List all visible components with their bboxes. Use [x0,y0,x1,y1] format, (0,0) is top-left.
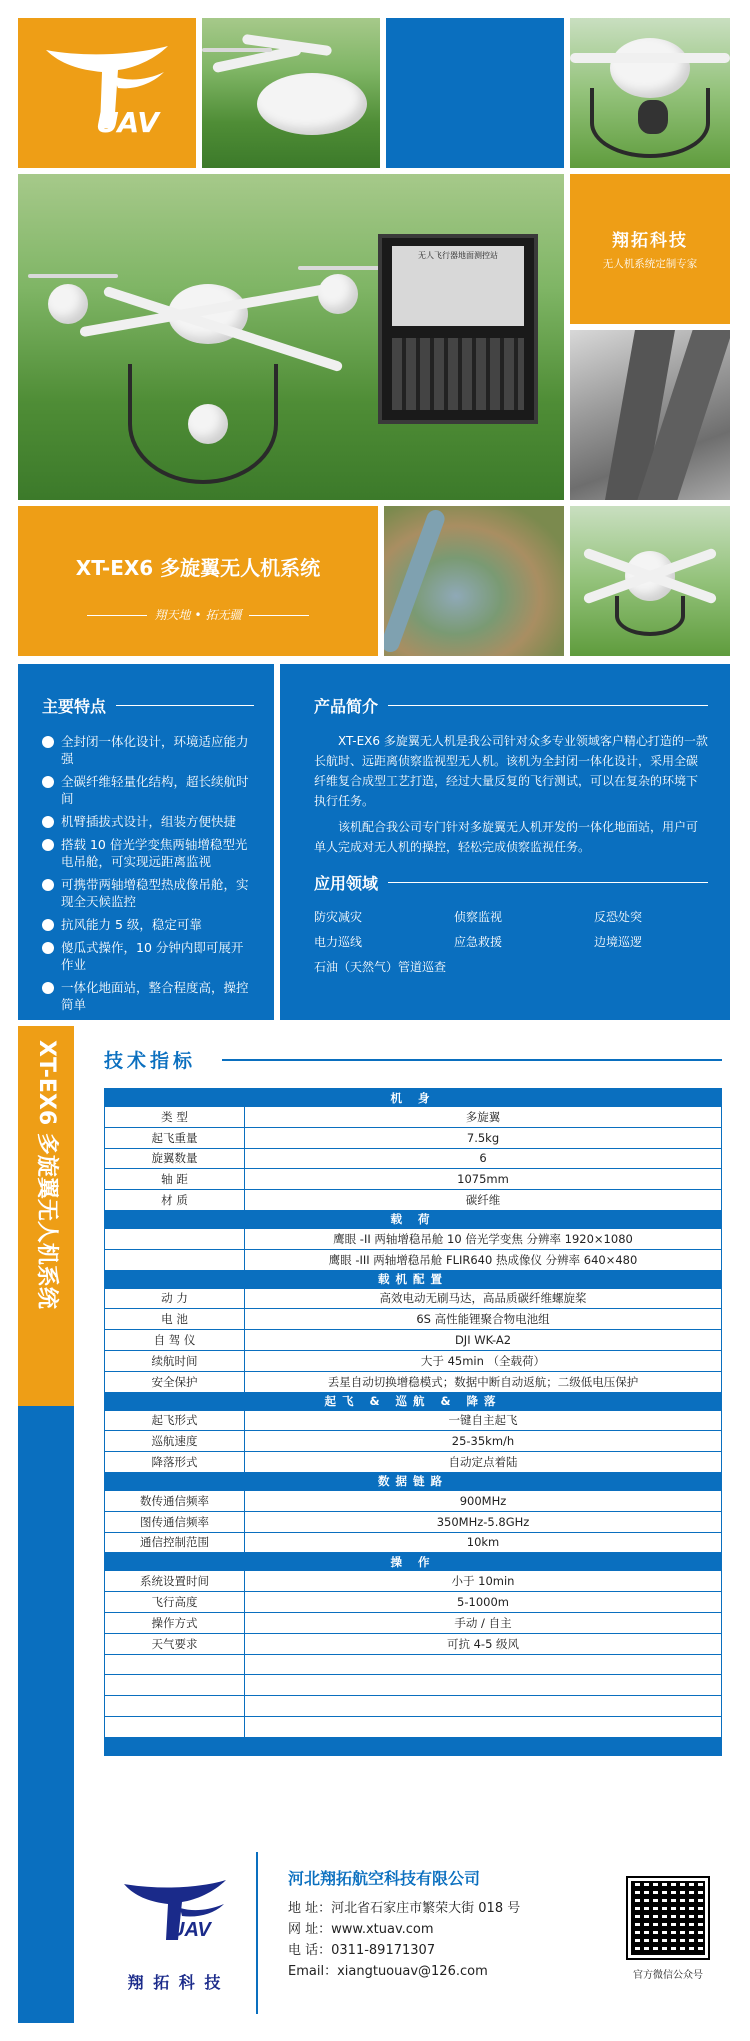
table-row [105,1571,722,1592]
spec-key: 续航时间 [105,1350,245,1371]
spec-section-header [105,1392,722,1410]
feature-item [42,979,254,1013]
table-row [105,1288,722,1309]
table-row [105,1148,722,1169]
spec-key: 飞行高度 [105,1592,245,1613]
spec-key: 轴 距 [105,1169,245,1190]
spec-section-header [105,1089,722,1107]
feature-item [42,813,254,830]
specs-table [104,1088,722,1756]
spec-section-header [105,1270,722,1288]
brand-tagline: 无人机系统定制专家 [602,258,698,270]
highway-photo [570,330,730,500]
feature-text: 搭载 10 倍光学变焦两轴增稳型光电吊舱，可实现远距离监视 [61,837,248,869]
feature-item [42,773,254,807]
spec-key: 巡航速度 [105,1431,245,1452]
bullet-dot-icon [42,942,54,954]
drone-main-photo [18,174,564,500]
uav-logo-icon [110,1870,240,1950]
web-link[interactable]: www.xtuav.com [331,1922,434,1937]
app-item: 石油（天然气）管道巡查 [314,960,447,974]
spec-value: 1075mm [245,1169,722,1190]
spec-section-title: 载机配置 [105,1270,722,1288]
empty-cell [245,1716,722,1737]
spec-value: 多旋翼 [245,1107,722,1128]
bullet-dot-icon [42,736,54,748]
phone-line [288,1940,520,1961]
spec-value: 丢星自动切换增稳模式；数据中断自动返航；二级低电压保护 [245,1371,722,1392]
app-item: 侦察监视 [454,910,503,924]
specs-heading-text: 技术指标 [104,1050,197,1072]
spec-value: 自动定点着陆 [245,1452,722,1473]
intro-heading [314,694,708,717]
empty-cell [105,1654,245,1675]
spec-key: 动 力 [105,1288,245,1309]
spec-section-title: 载 荷 [105,1210,722,1228]
spec-section-title: 数据链路 [105,1472,722,1490]
feature-item [42,733,254,767]
side-stripe-orange [18,1026,74,1406]
empty-cell [245,1654,722,1675]
app-item: 边境巡逻 [594,935,643,949]
spec-key [105,1249,245,1270]
footer-logo [110,1870,240,1990]
spec-value: 900MHz [245,1490,722,1511]
spec-value: 10km [245,1532,722,1553]
empty-cell [245,1696,722,1717]
table-row [105,1350,722,1371]
table-row [105,1511,722,1532]
table-row [105,1452,722,1473]
phone-value: 0311-89171307 [331,1943,436,1958]
spec-key: 图传通信频率 [105,1511,245,1532]
table-row [105,1228,722,1249]
address-value: 河北省石家庄市繁荣大街 018 号 [331,1901,521,1916]
table-row [105,1431,722,1452]
spec-section-header [105,1553,722,1571]
uav-logo-icon [18,18,196,168]
apps-heading [314,871,708,894]
spec-value: 7.5kg [245,1127,722,1148]
spec-value: 6 [245,1148,722,1169]
spec-key: 电 池 [105,1309,245,1330]
spec-value: 大于 45min （全载荷） [245,1350,722,1371]
logo-tile [18,18,196,168]
spec-value: 鹰眼 -III 两轴增稳吊舱 FLIR640 热成像仪 分辨率 640×480 [245,1249,722,1270]
title-band [18,506,378,656]
feature-text: 全碳纤维轻量化结构，超长续航时间 [61,774,249,806]
slogan-left: 翔天地 [154,608,191,622]
spec-value: 小于 10min [245,1571,722,1592]
empty-cell [105,1716,245,1737]
table-footer-cell [105,1737,722,1755]
table-row [105,1490,722,1511]
spec-section-title: 机 身 [105,1089,722,1107]
aerial-river-photo [384,506,564,656]
spec-key: 操作方式 [105,1612,245,1633]
intro-panel [280,664,730,1020]
feature-text: 一体化地面站，整合程度高，操控简单 [61,980,249,1012]
spec-value: 一键自主起飞 [245,1410,722,1431]
drone-gimbal-photo [570,18,730,168]
specs-heading [104,1046,722,1073]
email-label: Email： [288,1964,338,1979]
spec-key: 通信控制范围 [105,1532,245,1553]
qr-code-icon[interactable] [628,1878,708,1958]
table-row [105,1309,722,1330]
slogan: 翔天地 • 拓无疆 [18,606,378,623]
intro-heading-text: 产品简介 [314,697,379,716]
feature-text: 傻瓜式操作，10 分钟内即可展开作业 [61,940,244,972]
features-heading-text: 主要特点 [42,697,107,716]
side-stripe-blue [18,1406,74,2023]
empty-row [105,1696,722,1717]
feature-item [42,916,254,933]
spec-key: 自 驾 仪 [105,1330,245,1351]
contact-block [288,1898,520,1982]
bullet-dot-icon [42,776,54,788]
spec-key [105,1228,245,1249]
feature-text: 机臂插拔式设计，组装方便快捷 [61,814,237,829]
logo-caption: 翔 拓 科 技 [127,1973,223,1992]
empty-cell [105,1696,245,1717]
drone-closeup-photo [202,18,380,168]
feature-text: 可携带两轴增稳型热成像吊舱，实现全天候监控 [61,877,249,909]
table-footer-band [105,1737,722,1755]
table-row [105,1633,722,1654]
blue-tile-top [386,18,564,168]
table-row [105,1532,722,1553]
feature-item [42,939,254,973]
address-line [288,1898,520,1919]
bullet-dot-icon [42,879,54,891]
table-row [105,1127,722,1148]
spec-section-header [105,1472,722,1490]
table-row [105,1249,722,1270]
logo-text: UAV [96,106,159,139]
spec-value: 25-35km/h [245,1431,722,1452]
specs-table-wrap [104,1088,722,1756]
app-item: 防灾减灾 [314,910,363,924]
table-row [105,1190,722,1211]
brand-tile [570,174,730,324]
bullet-dot-icon [42,919,54,931]
product-title: XT-EX6 多旋翼无人机系统 [75,556,321,580]
spec-section-title: 操 作 [105,1553,722,1571]
ground-station-case [378,234,538,424]
web-label: 网 址： [288,1922,332,1937]
bullet-dot-icon [42,816,54,828]
slogan-right: 拓无疆 [205,608,242,622]
feature-item [42,836,254,870]
web-line [288,1919,520,1940]
company-full-name: 河北翔拓航空科技有限公司 [288,1869,481,1888]
phone-label: 电 话： [288,1943,332,1958]
empty-row [105,1675,722,1696]
table-row [105,1107,722,1128]
spec-key: 数传通信频率 [105,1490,245,1511]
spec-key: 旋翼数量 [105,1148,245,1169]
table-row [105,1612,722,1633]
side-title: XT-EX6 多旋翼无人机系统 [34,1040,59,1309]
spec-key: 天气要求 [105,1633,245,1654]
spec-key: 降落形式 [105,1452,245,1473]
app-item: 应急救援 [454,935,503,949]
spec-value: 高效电动无刷马达，高品质碳纤维螺旋桨 [245,1288,722,1309]
footer-divider [256,1852,258,2014]
app-item: 反恐处突 [594,910,643,924]
spec-value: 5-1000m [245,1592,722,1613]
spec-section-header [105,1210,722,1228]
spec-section-title: 起飞 & 巡航 & 降落 [105,1392,722,1410]
address-label: 地 址： [288,1901,332,1916]
spec-key: 系统设置时间 [105,1571,245,1592]
spec-value: 鹰眼 -II 两轴增稳吊舱 10 倍光学变焦 分辨率 1920×1080 [245,1228,722,1249]
drone-hex-photo [570,506,730,656]
empty-cell [245,1675,722,1696]
empty-row [105,1716,722,1737]
spec-key: 安全保护 [105,1371,245,1392]
intro-text [314,731,708,857]
spec-key: 材 质 [105,1190,245,1211]
email-link[interactable]: xiangtuouav@126.com [337,1964,488,1979]
table-row [105,1169,722,1190]
table-row [105,1410,722,1431]
table-row [105,1330,722,1351]
spec-value: 手动 / 自主 [245,1612,722,1633]
feature-text: 抗风能力 5 级，稳定可靠 [61,917,202,932]
feature-item [42,876,254,910]
table-row [105,1592,722,1613]
intro-paragraph-1: XT-EX6 多旋翼无人机是我公司针对众多专业领域客户精心打造的一款长航时、远距离侦察监视型无人机。该机为全封闭一体化设计，采用全碳纤维复合成型工艺打造，经过大量反复的飞行测试，可以在复杂的环境下执行任务。 [314,734,708,808]
intro-paragraph-2: 该机配合我公司专门针对多旋翼无人机开发的一体化地面站，用户可单人完成对无人机的操控，轻松完成侦察监视任务。 [314,820,699,854]
case-label: 无人飞行器地面测控站 [418,251,498,260]
empty-cell [105,1675,245,1696]
bullet-dot-icon [42,839,54,851]
table-row [105,1371,722,1392]
feature-text: 全封闭一体化设计，环境适应能力强 [61,734,249,766]
email-line [288,1961,520,1982]
spec-value: 6S 高性能锂聚合物电池组 [245,1309,722,1330]
features-list [42,733,254,1013]
spec-value: 350MHz-5.8GHz [245,1511,722,1532]
qr-caption: 官方微信公众号 [633,1970,703,1981]
features-heading [42,694,254,717]
spec-key: 起飞形式 [105,1410,245,1431]
features-panel [18,664,274,1020]
empty-row [105,1654,722,1675]
spec-key: 起飞重量 [105,1127,245,1148]
bullet-dot-icon [42,982,54,994]
apps-heading-text: 应用领域 [314,874,379,893]
spec-value: 可抗 4-5 级风 [245,1633,722,1654]
brand-name: 翔拓科技 [612,231,688,251]
spec-value: DJI WK-A2 [245,1330,722,1351]
spec-key: 类 型 [105,1107,245,1128]
apps-list [314,908,708,975]
spec-value: 碳纤维 [245,1190,722,1211]
app-item: 电力巡线 [314,935,363,949]
footer-logo-text: UAV [170,1919,211,1941]
